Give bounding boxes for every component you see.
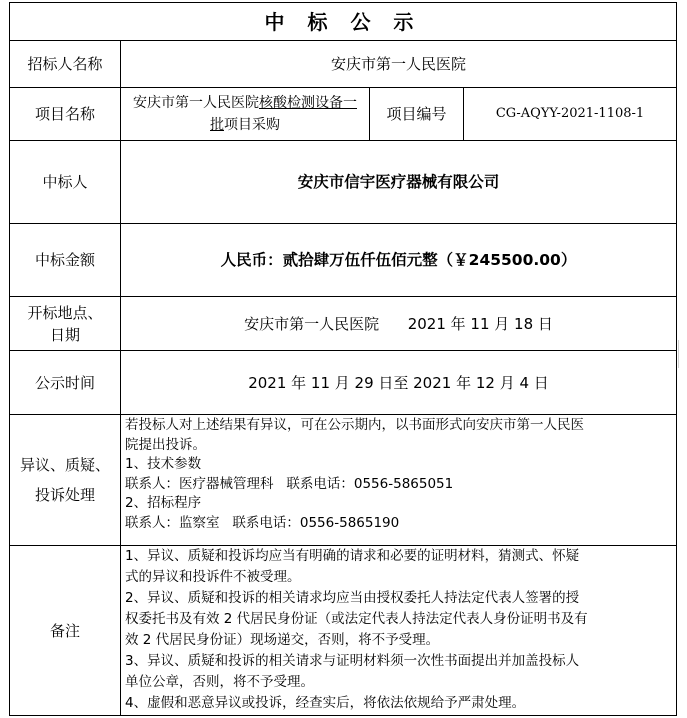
remarks-line: 效 2 代居民身份证）现场递交，否则，将不予受理。 (125, 632, 440, 648)
tenderer-value: 安庆市第一人民医院 (330, 55, 466, 73)
remarks-label: 备注 (49, 621, 80, 640)
project-number-value: CG-AQYY-2021-1108-1 (495, 106, 645, 121)
objection-line: 联系人：监察室 联系电话：0556-5865190 (125, 514, 400, 531)
remarks-line: 权委托书及有效 2 代居民身份证（或法定代表人持法定代表人身份证明书及有 (125, 611, 588, 627)
winner-value: 安庆市信宇医疗器械有限公司 (297, 173, 500, 191)
amount-label: 中标金额 (34, 251, 95, 269)
project-name-underlined: 核酸检测设备一批 (210, 95, 357, 133)
winner-label: 中标人 (42, 173, 88, 191)
notice-time-label: 公示时间 (34, 373, 95, 392)
objection-line: 联系人：医疗器械管理科 联系电话：0556-5865051 (125, 475, 454, 492)
table-border-right (676, 2, 677, 716)
objection-content (125, 416, 675, 534)
project-number-label: 项目编号 (386, 105, 447, 123)
project-name-part1: 安庆市第一人民医院 (133, 95, 259, 111)
opening-label-line1: 开标地点、 (27, 303, 103, 322)
page-title: 中 标 公 示 (264, 9, 422, 34)
objection-label-line2: 投诉处理 (34, 486, 95, 504)
remarks-line: 单位公章，否则，将不予受理。 (125, 674, 314, 690)
remarks-line: 4、虚假和恶意异议或投诉，经查实后，将依法依规给予严肃处理。 (125, 695, 526, 711)
objection-line: 院提出投诉。 (125, 436, 206, 453)
page-edge-handle[interactable] (678, 340, 687, 368)
project-name-value (121, 88, 369, 140)
project-name-label: 项目名称 (34, 105, 95, 123)
notice-time-value: 2021 年 11 月 29 日至 2021 年 12 月 4 日 (248, 373, 549, 392)
opening-value: 安庆市第一人民医院 2021 年 11 月 18 日 (244, 314, 553, 333)
objection-label (10, 415, 120, 545)
project-name-part2: 项目采购 (224, 117, 280, 133)
objection-line: 2、招标程序 (125, 495, 202, 512)
objection-line: 若投标人对上述结果有异议，可在公示期内，以书面形式向安庆市第一人民医 (125, 417, 584, 433)
opening-label-line2: 日期 (49, 325, 80, 344)
remarks-line: 2、异议、质疑和投诉的相关请求均应当由授权委托人持法定代表人签署的授 (125, 590, 580, 606)
objection-label-line1: 异议、质疑、 (19, 456, 110, 474)
remarks-line: 式的异议和投诉件不被受理。 (125, 569, 301, 585)
tenderer-label: 招标人名称 (27, 55, 103, 73)
amount-value: 人民币：贰拾肆万伍仟伍佰元整（￥245500.00） (220, 251, 577, 269)
remarks-line: 1、异议、质疑和投诉均应当有明确的请求和必要的证明材料，猜测式、怀疑 (125, 548, 580, 564)
remarks-content (125, 546, 675, 714)
table-border-bottom (9, 715, 677, 716)
opening-label (10, 297, 120, 350)
objection-line: 1、技术参数 (125, 456, 202, 473)
remarks-line: 3、异议、质疑和投诉的相关请求与证明材料须一次性书面提出并加盖投标人 (125, 653, 580, 669)
